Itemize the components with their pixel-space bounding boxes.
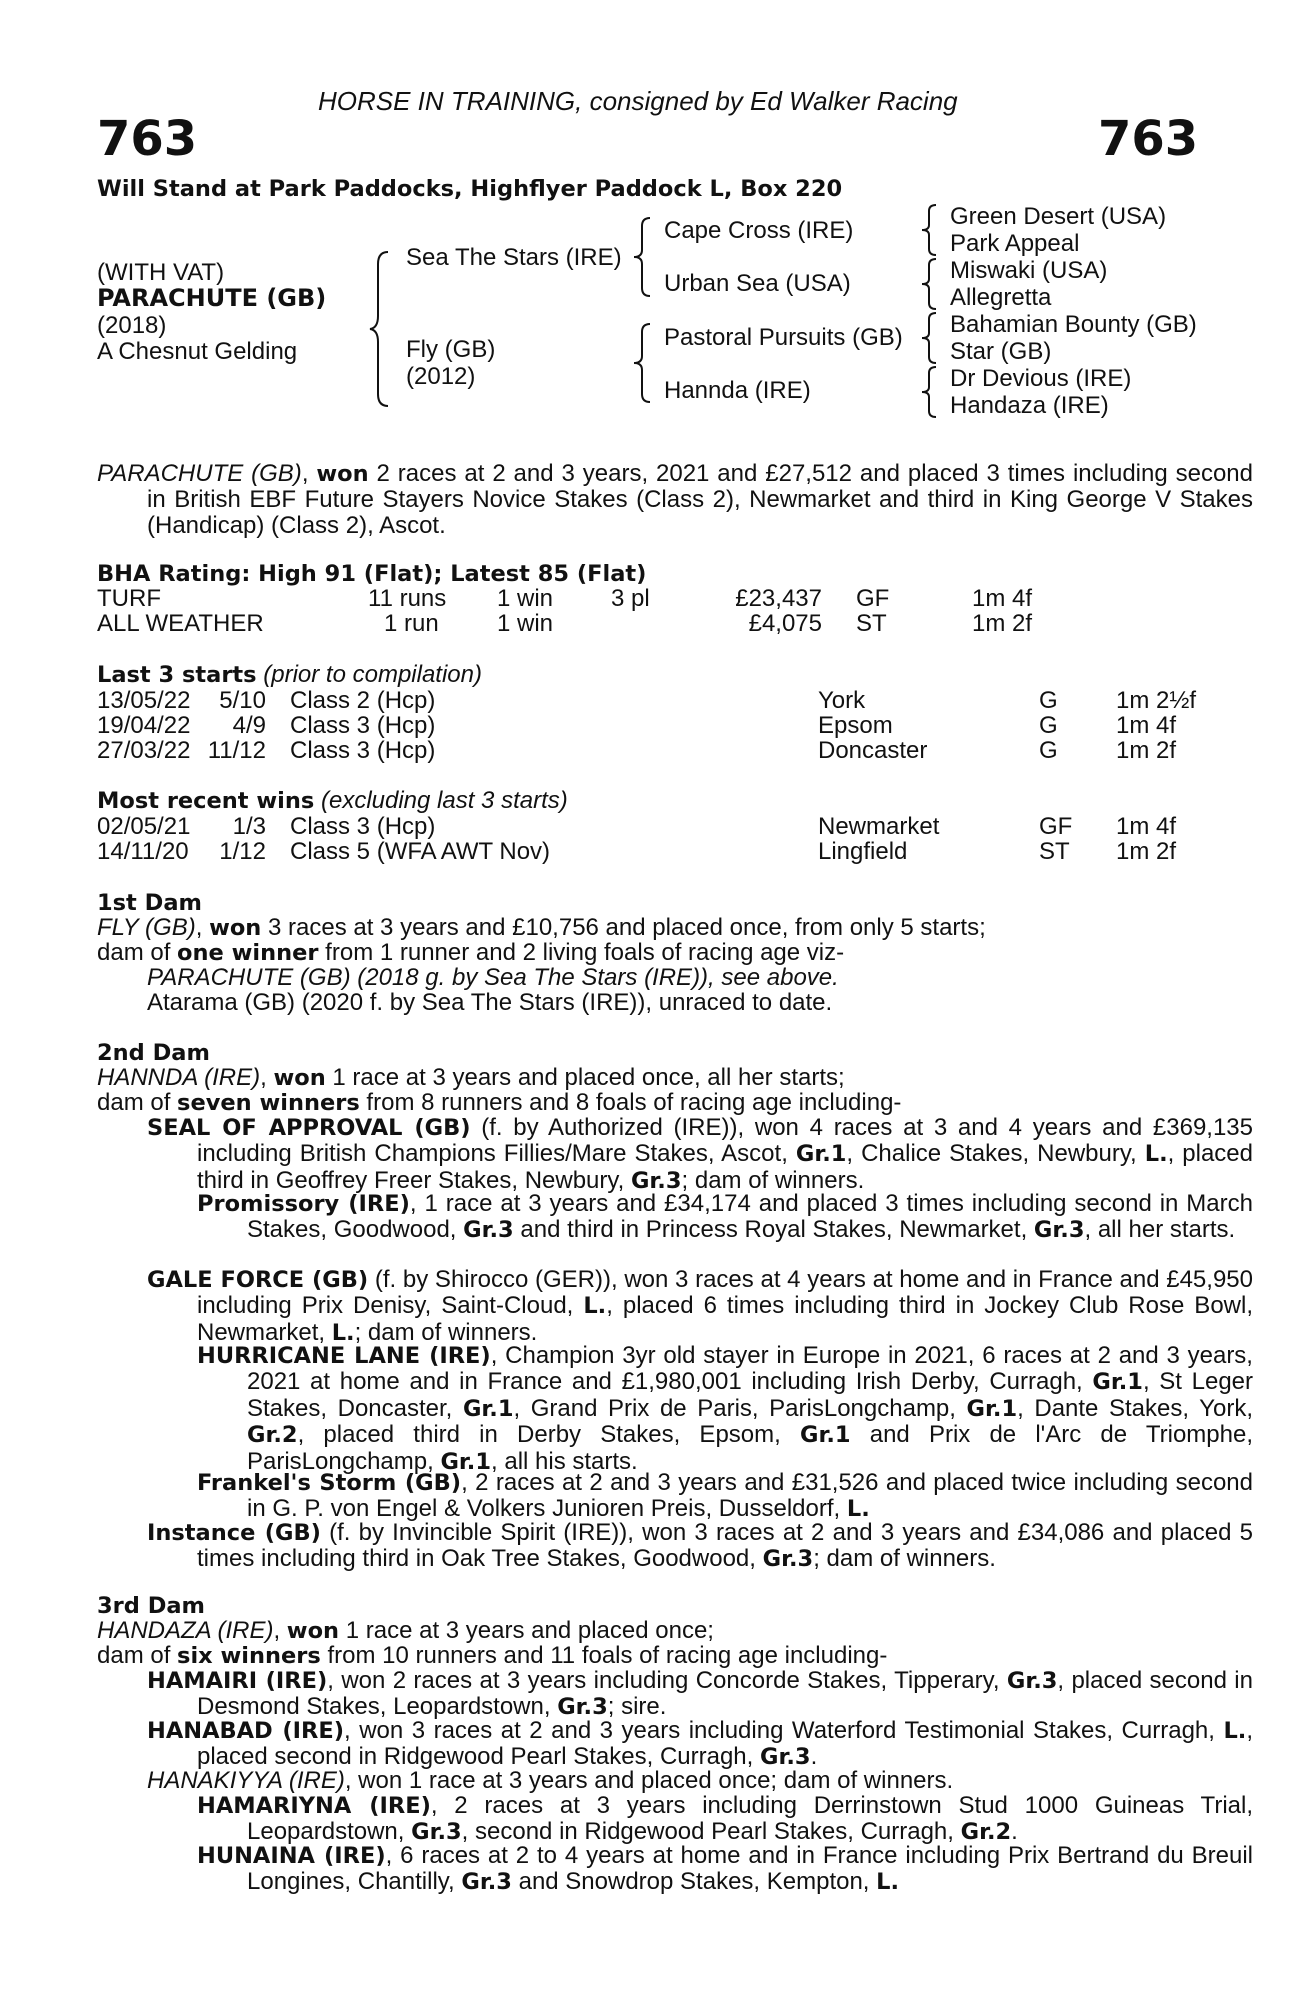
rating-placed: 3 pl [611, 585, 650, 612]
rating-distance: 1m 2f [972, 610, 1033, 637]
win-position: 1/12 [219, 838, 266, 865]
grade-marker: Gr.1 [462, 1395, 514, 1422]
pedigree-brace-g4 [920, 365, 940, 419]
win-going: GF [1039, 813, 1073, 840]
sire-dam: Urban Sea (USA) [664, 270, 851, 297]
grade-marker: Gr.3 [630, 1167, 682, 1194]
pedigree-brace-sire [632, 216, 654, 298]
pedigree-brace-g3 [920, 311, 940, 365]
start-date: 27/03/22 [97, 737, 191, 764]
grandparent-8: Handaza (IRE) [950, 392, 1109, 419]
start-position: 5/10 [219, 687, 266, 714]
third-dam-of-line [97, 1643, 887, 1669]
progeny-text: and Prix de l'Arc de Triomphe, ParisLongchamp, [247, 1421, 1253, 1475]
last-starts-note: (prior to compilation) [256, 661, 482, 688]
start-going: G [1039, 737, 1058, 764]
progeny-text: , St Leger Stakes, Doncaster, [247, 1368, 1254, 1422]
first-dam-foal-2: Atarama (GB) (2020 f. by Sea The Stars (IRE)), unraced to date. [147, 989, 833, 1016]
grade-marker: Gr.1 [795, 1141, 847, 1168]
last-starts-heading [97, 662, 482, 688]
win-going: ST [1039, 838, 1070, 865]
progeny-text: , 6 races at 2 to 4 years at home and in France including Prix Bertrand du Breuil Longines, Chantilly, [247, 1842, 1253, 1896]
first-dam-won: won [209, 915, 262, 941]
dam-of-winners: one winner [177, 940, 319, 966]
start-distance: 1m 2f [1116, 737, 1177, 764]
win-course: Lingfield [818, 838, 908, 865]
progeny-text: , placed third in Geoffrey Freer Stakes, Newbury, [197, 1140, 1254, 1194]
dam-of-prefix: dam of [97, 939, 178, 966]
progeny-hunaina [197, 1843, 1253, 1896]
grade-marker: Gr.1 [799, 1422, 851, 1449]
start-position: 4/9 [232, 712, 266, 739]
win-race: Class 3 (Hcp) [290, 813, 436, 840]
grandparent-4: Allegretta [950, 284, 1052, 311]
progeny-text: , 2 races at 3 years including Derrinstown Stud 1000 Guineas Trial, Leopardstown, [247, 1792, 1253, 1846]
listed-marker: L. [583, 1293, 607, 1320]
progeny-text: , won 3 races at 2 and 3 years including Waterford Testimonial Stakes, Curragh, [344, 1717, 1224, 1744]
start-distance: 1m 2½f [1116, 687, 1197, 714]
progeny-name: HURRICANE LANE (IRE) [197, 1343, 491, 1369]
start-course: York [818, 687, 866, 714]
dam-of-winners: seven winners [177, 1090, 360, 1116]
start-going: G [1039, 712, 1058, 739]
grade-marker: Gr.3 [411, 1819, 462, 1846]
rating-prize: £23,437 [735, 585, 822, 612]
vat-label: (WITH VAT) [97, 259, 225, 286]
lot-number-left: 763 [97, 111, 198, 167]
third-dam-text: 1 race at 3 years and placed once; [339, 1617, 714, 1644]
progeny-instance [147, 1520, 1253, 1573]
second-dam-line: HANNDA (IRE), won 1 race at 3 years and placed once, all her starts; [97, 1064, 845, 1091]
location-line: Will Stand at Park Paddocks, Highflyer Paddock L, Box 220 [97, 176, 843, 202]
progeny-text: , second in Ridgewood Pearl Stakes, Curragh, [461, 1818, 961, 1846]
rating-surface: ALL WEATHER [97, 610, 264, 637]
horse-summary: PARACHUTE (GB), won 2 races at 2 and 3 years, 2021 and £27,512 and placed 3 times including second in British EBF Future Stayers Novice Stakes (Class 2), Newmarket and third in King George V Stakes (Handicap) (Class 2), Ascot. [97, 460, 1253, 539]
sire-name: Sea The Stars (IRE) [406, 244, 622, 271]
grade-marker: Gr.3 [1033, 1217, 1085, 1244]
progeny-name: Frankel's Storm (GB) [197, 1470, 462, 1496]
rating-heading: BHA Rating: High 91 (Flat); Latest 85 (Flat) [97, 561, 647, 587]
summary-won: won [316, 461, 369, 487]
progeny-text: ; dam of winners. [354, 1318, 538, 1346]
progeny-text: (f. by Shirocco (GER)), won 3 races at 4 years at home and in France and £45,950 including Prix Denisy, Saint-Cloud, [197, 1266, 1253, 1320]
start-race: Class 2 (Hcp) [290, 687, 436, 714]
progeny-gale-force [147, 1267, 1253, 1346]
summary-horse-name: PARACHUTE (GB) [97, 460, 302, 487]
progeny-text: , placed 6 times including third in Jockey Club Rose Bowl, Newmarket, [197, 1292, 1253, 1346]
third-dam-heading: 3rd Dam [97, 1593, 205, 1619]
progeny-text: and third in Princess Royal Stakes, Newmarket, [513, 1216, 1034, 1244]
win-date: 14/11/20 [97, 838, 189, 865]
first-dam-foal-1: PARACHUTE (GB) (2018 g. by Sea The Stars (IRE)), see above. [147, 964, 839, 991]
win-race: Class 5 (WFA AWT Nov) [290, 838, 551, 865]
first-dam-line: FLY (GB), won 3 races at 3 years and £10,756 and placed once, from only 5 starts; [97, 914, 986, 941]
second-dam-name: HANNDA (IRE) [97, 1064, 261, 1091]
grade-marker: Gr.3 [463, 1217, 514, 1244]
progeny-text: , won 2 races at 3 years including Concorde Stakes, Tipperary, [327, 1667, 1007, 1694]
progeny-name: HANABAD (IRE) [147, 1718, 345, 1744]
progeny-text: (f. by Invincible Spirit (IRE)), won 3 races at 2 and 3 years and £34,086 and placed 5 times including third in Oak Tree Stakes, Goodwood, [197, 1519, 1253, 1573]
horse-year: (2018) [97, 312, 167, 339]
progeny-text: ; dam of winners. [681, 1166, 865, 1194]
progeny-hamariyna [197, 1793, 1253, 1846]
win-distance: 1m 4f [1116, 813, 1177, 840]
dam-year: (2012) [406, 363, 476, 390]
grandparent-1: Green Desert (USA) [950, 203, 1167, 230]
listed-marker: L. [846, 1496, 870, 1523]
progeny-text: , placed second in Desmond Stakes, Leopardstown, [197, 1667, 1253, 1721]
dam-dam: Hannda (IRE) [664, 377, 811, 404]
progeny-hanabad [147, 1718, 1253, 1771]
grade-marker: Gr.1 [966, 1395, 1018, 1422]
pedigree-brace-g2 [920, 257, 940, 311]
start-date: 13/05/22 [97, 687, 191, 714]
dam-of-prefix: dam of [97, 1642, 178, 1669]
third-dam-name: HANDAZA (IRE) [97, 1617, 274, 1644]
progeny-text: , placed second in Ridgewood Pearl Stakes, Curragh, [197, 1717, 1253, 1771]
grade-marker: Gr.3 [1006, 1668, 1058, 1694]
start-race: Class 3 (Hcp) [290, 712, 436, 739]
grade-marker: Gr.3 [760, 1744, 811, 1771]
dam-sire: Pastoral Pursuits (GB) [664, 324, 903, 351]
progeny-text: , won 1 race at 3 years and placed once; dam of winners. [344, 1767, 954, 1794]
grade-marker: Gr.3 [557, 1694, 608, 1721]
listed-marker: L. [1144, 1141, 1168, 1168]
grandparent-2: Park Appeal [950, 230, 1080, 257]
horse-description: A Chesnut Gelding [97, 338, 298, 365]
progeny-text: , all her starts. [1084, 1216, 1236, 1244]
progeny-name: HAMAIRI (IRE) [147, 1668, 328, 1694]
rating-prize: £4,075 [748, 610, 822, 637]
grade-marker: Gr.2 [247, 1422, 298, 1449]
third-dam-won: won [286, 1618, 340, 1644]
pedigree-brace-dam [632, 322, 654, 404]
win-course: Newmarket [818, 813, 940, 840]
progeny-name: HUNAINA (IRE) [197, 1843, 386, 1869]
progeny-hanakiyya [147, 1768, 1203, 1793]
start-position: 11/12 [207, 737, 266, 764]
progeny-text: , Grand Prix de Paris, ParisLongchamp, [513, 1394, 967, 1422]
listed-marker: L. [1223, 1718, 1247, 1744]
pedigree-brace-main [368, 250, 392, 408]
grandparent-6: Star (GB) [950, 338, 1052, 365]
first-dam-of-line [97, 940, 844, 966]
rating-runs: 1 run [384, 610, 439, 637]
dam-of-suffix: from 1 runner and 2 living foals of racing age viz- [318, 939, 845, 966]
win-date: 02/05/21 [97, 813, 191, 840]
rating-wins: 1 win [497, 585, 554, 612]
start-distance: 1m 4f [1116, 712, 1177, 739]
progeny-text: , 2 races at 2 and 3 years and £31,526 and placed twice including second in G. P. von Engel & Volkers Junioren Preis, Dusseldorf, [247, 1469, 1253, 1523]
progeny-text: , placed third in Derby Stakes, Epsom, [297, 1421, 800, 1449]
second-dam-won: won [273, 1065, 326, 1091]
recent-wins-title: Most recent wins [97, 788, 315, 814]
recent-wins-note: (excluding last 3 starts) [314, 787, 568, 814]
grade-marker: Gr.3 [762, 1546, 814, 1573]
dam-name: Fly (GB) [406, 336, 496, 363]
progeny-name: HANAKIYYA (IRE) [147, 1767, 345, 1794]
grade-marker: Gr.1 [440, 1448, 492, 1475]
progeny-name: GALE FORCE (GB) [147, 1267, 369, 1293]
lot-number-right: 763 [1098, 111, 1199, 167]
rating-surface: TURF [97, 585, 161, 612]
rating-distance: 1m 4f [972, 585, 1033, 612]
progeny-text: (f. by Authorized (IRE)), won 4 races at 3 and 4 years and £369,135 including British Champions Fillies/Mare Stakes, Ascot, [197, 1114, 1253, 1168]
consignor-line: HORSE IN TRAINING, consigned by Ed Walker Racing [318, 86, 958, 116]
sire-sire: Cape Cross (IRE) [664, 217, 854, 244]
progeny-name: Promissory (IRE) [197, 1191, 410, 1217]
progeny-text: ; sire. [607, 1693, 667, 1721]
last-starts-title: Last 3 starts [97, 662, 257, 688]
rating-runs: 11 runs [368, 585, 447, 612]
second-dam-of-line [97, 1090, 901, 1116]
recent-wins-heading [97, 788, 568, 814]
progeny-seal-of-approval [147, 1115, 1253, 1194]
grade-marker: Gr.3 [461, 1869, 512, 1896]
progeny-text: , Dante Stakes, York, [1017, 1394, 1253, 1422]
progeny-text: . [1011, 1818, 1018, 1846]
progeny-hurricane-lane [197, 1343, 1253, 1475]
dam-of-prefix: dam of [97, 1089, 178, 1116]
progeny-text: , Champion 3yr old stayer in Europe in 2021, 6 races at 2 and 3 years, 2021 at home and in France and £1,980,001 including Irish Derby, Curragh, [247, 1342, 1253, 1396]
progeny-text: and Snowdrop Stakes, Kempton, [511, 1868, 877, 1896]
grade-marker: Gr.2 [960, 1819, 1012, 1846]
first-dam-text: 3 races at 3 years and £10,756 and placed once, from only 5 starts; [261, 914, 986, 941]
start-going: G [1039, 687, 1058, 714]
second-dam-heading: 2nd Dam [97, 1040, 210, 1066]
horse-name: PARACHUTE (GB) [97, 284, 327, 312]
rating-going: ST [856, 610, 887, 637]
listed-marker: L. [876, 1869, 900, 1896]
progeny-hamairi [147, 1668, 1253, 1721]
grade-marker: Gr.1 [1092, 1369, 1143, 1396]
rating-going: GF [856, 585, 890, 612]
first-dam-heading: 1st Dam [97, 890, 202, 916]
progeny-text: , Chalice Stakes, Newbury, [846, 1140, 1145, 1168]
listed-marker: L. [331, 1319, 355, 1346]
first-dam-name: FLY (GB) [97, 914, 196, 941]
progeny-name: HAMARIYNA (IRE) [197, 1793, 431, 1819]
grandparent-5: Bahamian Bounty (GB) [950, 311, 1197, 338]
grandparent-3: Miswaki (USA) [950, 257, 1108, 284]
win-position: 1/3 [232, 813, 266, 840]
start-race: Class 3 (Hcp) [290, 737, 436, 764]
summary-text: 2 races at 2 and 3 years, 2021 and £27,512 and placed 3 times including second in British EBF Future Stayers Novice Stakes (Class 2), Newmarket and third in King George V Stakes (Handicap) (Class 2), Ascot. [147, 460, 1253, 539]
start-date: 19/04/22 [97, 712, 191, 739]
progeny-frankels-storm [197, 1470, 1253, 1523]
progeny-text: , 1 race at 3 years and £34,174 and placed 3 times including second in March Stakes, Goodwood, [247, 1190, 1253, 1244]
progeny-text: , all his starts. [491, 1447, 638, 1475]
progeny-text: ; dam of winners. [813, 1545, 996, 1573]
grandparent-7: Dr Devious (IRE) [950, 365, 1132, 392]
dam-of-suffix: from 8 runners and 8 foals of racing age including- [359, 1089, 902, 1116]
progeny-text: . [810, 1743, 818, 1771]
progeny-promissory [197, 1191, 1253, 1244]
progeny-name: Instance (GB) [147, 1520, 321, 1546]
pedigree-brace-g1 [920, 203, 940, 257]
progeny-name: SEAL OF APPROVAL (GB) [147, 1115, 471, 1141]
dam-of-suffix: from 10 runners and 11 foals of racing age including- [320, 1642, 888, 1669]
start-course: Doncaster [818, 737, 928, 764]
win-distance: 1m 2f [1116, 838, 1177, 865]
second-dam-text: 1 race at 3 years and placed once, all her starts; [325, 1064, 845, 1091]
dam-of-winners: six winners [177, 1643, 321, 1669]
third-dam-line: HANDAZA (IRE), won 1 race at 3 years and placed once; [97, 1617, 714, 1644]
start-course: Epsom [818, 712, 893, 739]
rating-wins: 1 win [497, 610, 554, 637]
